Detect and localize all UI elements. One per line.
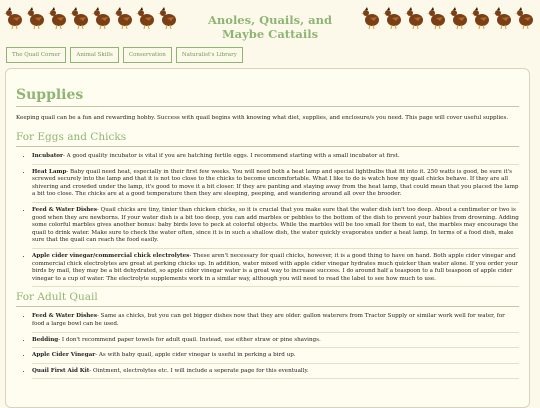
item-term: Incubator xyxy=(32,153,63,159)
quail-icon xyxy=(383,6,404,30)
tab-conservation[interactable] xyxy=(123,47,172,63)
item-text: - Quail chicks are tiny, tinier than chicken chicks, so it is crucial that you make sure that the water dish isn't too deep. About a centimeter or two is good when they are newborns. If your water dish is a bit too deep, you can add marbles or pebbles to the bottom of the dish to prevent your babies from drowning. Adding some colorful marbles gives another bonus: baby birds love to peck at colorful objects. While the marbles will be too small for them to eat, the marbles may encourage the quail to drink water. Make sure to check the water often, since it is in such a shallow dish, the water quickly evaporates under a heat lamp. In terms of a food dish, make sure that the quail can reach the food easily. xyxy=(32,206,519,244)
list-item xyxy=(32,352,519,364)
list-item xyxy=(32,313,519,332)
quail-icon xyxy=(70,6,91,30)
quail-icon xyxy=(471,6,492,30)
tab-label: Conservation xyxy=(128,52,166,58)
quail-icon xyxy=(114,6,135,30)
site-header xyxy=(0,0,540,44)
quail-row-right xyxy=(361,6,536,30)
tab-label: Naturalist's Library xyxy=(181,52,237,58)
item-term: Apple Cider Vinegar xyxy=(32,352,96,359)
supply-list-adults xyxy=(16,313,519,379)
main-content xyxy=(5,68,530,408)
quail-icon xyxy=(26,6,47,30)
quail-icon xyxy=(361,6,382,30)
tab-quail-corner[interactable] xyxy=(6,47,66,63)
quail-icon xyxy=(136,6,157,30)
quail-row-left xyxy=(4,6,179,30)
tab-label: Animal Skills xyxy=(76,52,113,58)
item-term: Apple cider vinegar/commercial chick electrolytes xyxy=(32,252,190,259)
list-item xyxy=(32,337,519,349)
quail-icon xyxy=(48,6,69,30)
site-title: Anoles, Quails, and Maybe Cattails xyxy=(207,13,333,41)
item-text: - As with baby quail, apple cider vinegar is useful in perking a bird up. xyxy=(95,352,296,359)
list-item xyxy=(32,368,519,380)
item-term: Bedding xyxy=(32,336,59,343)
quail-icon xyxy=(427,6,448,30)
quail-icon xyxy=(493,6,514,30)
item-term: Feed & Water Dishes xyxy=(32,206,97,213)
quail-icon xyxy=(158,6,179,30)
tab-naturalists-library[interactable] xyxy=(176,47,243,63)
list-item xyxy=(32,153,519,165)
item-text: - Baby quail need heat, especially in their first few weeks. You will need both a heat lamp and special lightbulbs that fit into it. 250 watts is good, be sure it's screwed securely into the lamp and that it is not too close to the chicks to become uncomfortable. What I like to do is watch how my quail chicks behave. If they are all shivering and crowded under the lamp, it's good to move it a bit closer. If they are panting and staying away from the heat lamp, that could mean that you placed the lamp a bit too close. The chicks are at a good temperature then they are sleeping, peeping, and wandering around all over the brooder. xyxy=(32,168,519,198)
quail-icon xyxy=(92,6,113,30)
item-term: Heat Lamp xyxy=(32,168,67,175)
page-title: Supplies xyxy=(16,87,519,107)
list-item xyxy=(32,207,519,249)
quail-icon xyxy=(4,6,25,30)
quail-icon xyxy=(405,6,426,30)
section-heading-adult-quail: For Adult Quail xyxy=(16,291,519,307)
list-item xyxy=(32,253,519,287)
item-text: - Ointment, electrolytes etc. I will include a seperate page for this eventually. xyxy=(89,367,309,374)
section-heading-eggs-chicks: For Eggs and Chicks xyxy=(16,131,519,147)
item-term: Feed & Water Dishes xyxy=(32,313,97,320)
item-text: - A good quality incubator is vital if you are hatching fertile eggs. I recommend starting with a small incubator at first. xyxy=(62,153,400,159)
intro-paragraph: Keeping quail can be a fun and rewarding hobby. Success with quail begins with knowing what diet, supplies, and enclosure/s you need. This page will cover useful supplies. xyxy=(16,115,509,121)
supply-list-chicks xyxy=(16,153,519,287)
tab-label: The Quail Corner xyxy=(12,52,61,58)
nav-tabs xyxy=(6,47,243,63)
item-text: - I don't recommend paper towels for adult quail. Instead, use either straw or pine shavings. xyxy=(58,336,321,343)
quail-icon xyxy=(449,6,470,30)
item-term: Quail First Aid Kit xyxy=(32,367,90,374)
item-text: - Same as chicks, but you can get bigger dishes now that they are older. gallon waterers from Tractor Supply or similar work well for water, for food a large bowl can be used. xyxy=(32,313,505,327)
list-item xyxy=(32,169,519,203)
quail-icon xyxy=(515,6,536,30)
item-text: - These aren't necessary for quail chicks, however, it is a good thing to have on hand. Both apple cider vinegar and commercial chick electrolytes are great at perking chicks up. In addition, water mixed with apple cider vinegar hydrates much quicker than water alone. If you order your birds by mail, they may be a bit dehydrated, so apple cider vinegar water is a great way to increase success. I do around half a teaspoon to a full teaspoon of apple cider vinegar to a cup of water. The electrolyte supplements work in a similar way, although you will need to read the label to see how much to use. xyxy=(32,252,518,282)
tab-animal-skills[interactable] xyxy=(70,47,118,63)
